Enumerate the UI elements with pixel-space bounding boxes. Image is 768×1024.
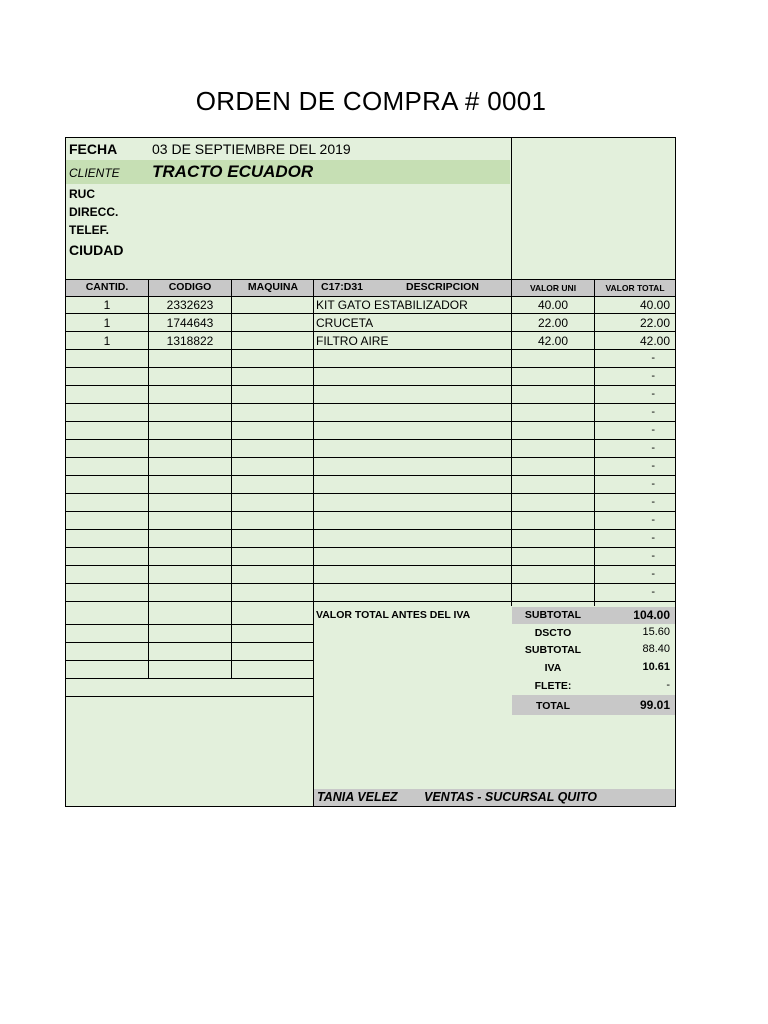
valor-total-empty: - — [651, 568, 655, 580]
total-label: TOTAL — [535, 700, 571, 712]
grid-line — [66, 624, 313, 625]
flete-label: FLETE: — [534, 680, 572, 692]
col-codigo: CODIGO — [168, 281, 212, 293]
iva-value: 10.61 — [642, 661, 670, 673]
valor-uni-cell: 40.00 — [537, 298, 569, 312]
table-row — [66, 368, 675, 386]
valor-total-empty: - — [651, 496, 655, 508]
descripcion-cell: CRUCETA — [316, 316, 374, 330]
subtotal-value: 104.00 — [633, 608, 670, 622]
cantid-cell: 1 — [103, 334, 111, 348]
seller-name: TANIA VELEZ — [317, 790, 398, 804]
valor-total-empty: - — [651, 406, 655, 418]
grid-line — [66, 642, 313, 643]
valor-total-empty: - — [651, 424, 655, 436]
grid-line — [313, 279, 314, 806]
grid-line — [511, 279, 512, 606]
table-row — [66, 476, 675, 494]
valor-uni-cell: 42.00 — [537, 334, 569, 348]
codigo-cell: 1318822 — [166, 334, 214, 348]
table-row — [66, 530, 675, 548]
page-title: ORDEN DE COMPRA # 0001 — [195, 86, 547, 116]
telef-label: TELEF. — [69, 223, 110, 237]
valor-uni-cell: 22.00 — [537, 316, 569, 330]
dscto-label: DSCTO — [534, 627, 572, 639]
dscto-value: 15.60 — [642, 626, 670, 638]
subtotal2-label: SUBTOTAL — [524, 644, 582, 656]
ruc-label: RUC — [69, 187, 95, 201]
table-row — [66, 566, 675, 584]
grid-line — [594, 279, 595, 606]
subtotal-label: SUBTOTAL — [524, 609, 582, 621]
direcc-label: DIRECC. — [69, 205, 119, 219]
valor-total-empty: - — [651, 460, 655, 472]
table-row — [66, 296, 675, 314]
fecha-label: FECHA — [69, 141, 118, 157]
header-divider — [511, 138, 512, 279]
purchase-order-form — [65, 137, 676, 807]
grid-line — [148, 279, 149, 678]
table-header — [66, 279, 675, 297]
cantid-cell: 1 — [103, 298, 111, 312]
footer-band — [314, 789, 675, 806]
valor-total-cell: 40.00 — [639, 298, 670, 312]
valor-total-empty: - — [651, 388, 655, 400]
table-row — [66, 386, 675, 404]
table-row — [66, 314, 675, 332]
valor-total-empty: - — [651, 352, 655, 364]
flete-value: - — [666, 679, 670, 691]
descripcion-cell: KIT GATO ESTABILIZADOR — [316, 298, 468, 312]
valor-total-empty: - — [651, 478, 655, 490]
valor-total-empty: - — [651, 514, 655, 526]
grid-line — [66, 696, 313, 697]
antes-iva-label: VALOR TOTAL ANTES DEL IVA — [316, 609, 471, 621]
cliente-value: TRACTO ECUADOR — [152, 162, 314, 181]
valor-total-empty: - — [651, 532, 655, 544]
table-row — [66, 332, 675, 350]
valor-total-empty: - — [651, 586, 655, 598]
table-row — [66, 584, 675, 602]
table-row — [66, 494, 675, 512]
table-row — [66, 440, 675, 458]
col-valor-total: VALOR TOTAL — [605, 283, 665, 293]
valor-total-empty: - — [651, 550, 655, 562]
table-row — [66, 458, 675, 476]
table-row — [66, 404, 675, 422]
col-valor-uni: VALOR UNI — [529, 283, 577, 293]
grid-line — [66, 678, 313, 679]
col-cell-ref: C17:D31 — [321, 281, 364, 293]
subtotal2-value: 88.40 — [642, 643, 670, 655]
table-row — [66, 512, 675, 530]
col-descripcion: DESCRIPCION — [406, 281, 479, 293]
cliente-label: CLIENTE — [69, 166, 120, 180]
valor-total-empty: - — [651, 370, 655, 382]
descripcion-cell: FILTRO AIRE — [316, 334, 389, 348]
col-maquina: MAQUINA — [247, 281, 299, 293]
grid-line — [231, 279, 232, 678]
valor-total-cell: 42.00 — [639, 334, 670, 348]
ciudad-label: CIUDAD — [69, 242, 124, 258]
total-value: 99.01 — [639, 698, 670, 712]
table-row — [66, 350, 675, 368]
valor-total-cell: 22.00 — [639, 316, 670, 330]
grid-line — [66, 660, 313, 661]
codigo-cell: 1744643 — [166, 316, 214, 330]
iva-label: IVA — [544, 662, 562, 674]
col-cantid: CANTID. — [85, 281, 129, 293]
codigo-cell: 2332623 — [166, 298, 214, 312]
table-row — [66, 422, 675, 440]
fecha-value: 03 DE SEPTIEMBRE DEL 2019 — [152, 141, 351, 157]
table-row — [66, 548, 675, 566]
cantid-cell: 1 — [103, 316, 111, 330]
branch-name: VENTAS - SUCURSAL QUITO — [424, 790, 597, 804]
valor-total-empty: - — [651, 442, 655, 454]
